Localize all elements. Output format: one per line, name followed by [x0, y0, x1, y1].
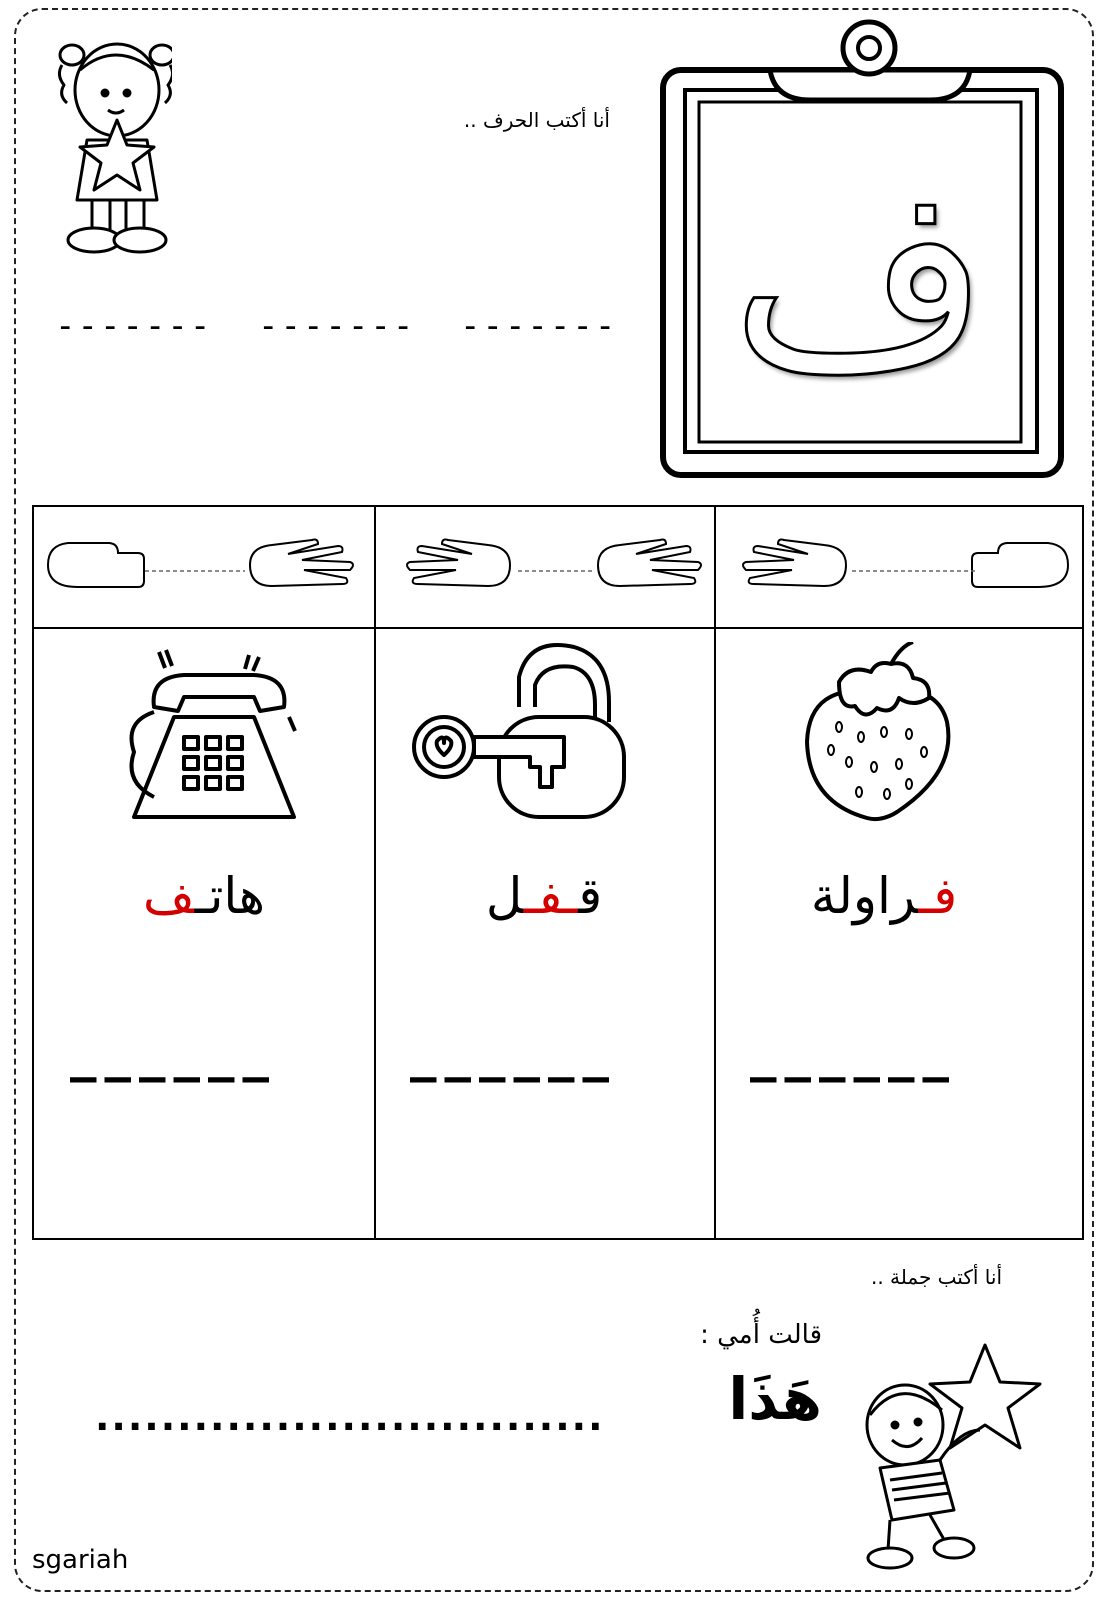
- word-farawla-red: فـ: [918, 867, 958, 925]
- letter-trace-line-2: -------: [258, 306, 416, 346]
- write-sentence-label: أنا أكتب جملة ..: [870, 1265, 1002, 1289]
- word-trace-line-3: ––––––: [750, 1052, 957, 1103]
- word-qifl-black-2: ل: [485, 867, 524, 925]
- clap-hands-row: [40, 525, 1076, 605]
- word-qifl: [374, 867, 714, 925]
- sentence-intro: قالت أُمي :: [700, 1320, 822, 1350]
- letter-trace-line-1: -------: [55, 306, 213, 346]
- words-table: [32, 505, 1084, 1240]
- word-qifl-red: ـفـ: [523, 867, 579, 925]
- word-farawla: [714, 867, 1054, 925]
- big-letter: ف: [730, 132, 990, 423]
- boy-with-star-icon: [850, 1340, 1045, 1575]
- strawberry-icon: [799, 642, 959, 822]
- sentence-write-line: ...............................: [95, 1395, 605, 1439]
- write-letter-label: أنا أكتب الحرف ..: [463, 108, 610, 132]
- padlock-key-icon: [409, 637, 639, 827]
- word-trace-line-2: ––––––: [410, 1052, 617, 1103]
- letter-trace-line-3: -------: [460, 306, 618, 346]
- telephone-icon: [114, 647, 304, 827]
- sentence-start-word: هَذَا: [728, 1365, 822, 1433]
- word-farawla-black: راولة: [810, 867, 919, 925]
- girl-with-star-icon: [22, 25, 172, 265]
- word-qifl-black-1: ق: [578, 867, 603, 925]
- word-hatif-black: هاتـ: [194, 867, 265, 925]
- word-hatif-red: ف: [143, 867, 195, 925]
- word-trace-line-1: ––––––: [70, 1052, 277, 1103]
- signature: sgariah: [32, 1545, 129, 1575]
- word-hatif: [34, 867, 374, 925]
